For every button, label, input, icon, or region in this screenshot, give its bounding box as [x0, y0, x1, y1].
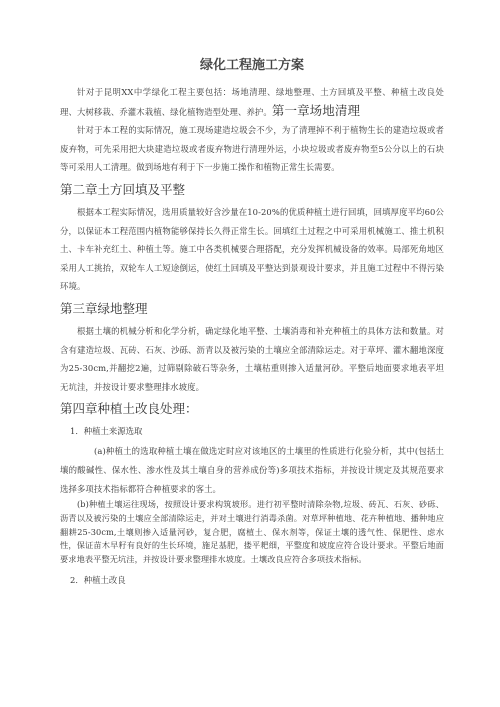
- section-1-a-paragraph: (a)种植土的选取种植土壤在做选定时应对该地区的土壤里的性质进行化验分析，其中(包括土壤的酸碱性、保水性、渗水性及其土壤自身的营养成份等)多项技术指标，并按设计规定及其规范要求选择多项技术指标都符合种植要求的客土。: [60, 446, 444, 494]
- chapter-1-paragraph: 针对于本工程的实际情况，施工现场建造垃圾会不少，为了清理掉不利于植物生长的建造垃圾或者废弃物，可先采用把大块建造垃圾或者废弃物进行清理外运，小块垃圾或者废弃物至5公分以上的石块等可采用人工清理。做到场地有利于下一步施工操作和植物正常生长需要。: [60, 125, 444, 173]
- chapter-1-heading: 第一章场地清理: [271, 102, 361, 118]
- document-page: [60, 58, 444, 591]
- section-2-heading: 2．种植土改良: [70, 575, 126, 586]
- section-1-heading: 1．种植土来源选取: [70, 426, 143, 437]
- chapter-3-paragraph: 根据土壤的机械分析和化学分析，确定绿化地平整、土壤消毒和补充种植土的具体方法和数量。对含有建造垃圾、瓦砖、石灰、沙砾、沥青以及被污染的土壤应全部清除运走。对于草坪、灌木翻地深度为25-30cm,并翻挖2遍，过筛剔除破石等杂务，土壤枯重则掺入适量河砂。平整后地面要求地表平坦无坑洼，并按设计要求整理排水坡度。: [60, 325, 444, 392]
- document-title: 绿化工程施工方案: [199, 58, 304, 73]
- intro-paragraph: [60, 83, 444, 121]
- intro-text: 针对于昆明XX中学绿化工程主要包括：场地清理、绿地整理、土方回填及平整、种植土改良处理、大树移栽、乔灌木栽植、绿化植物造型处理、养护。: [60, 87, 444, 117]
- section-1-b-paragraph: (b)种植土壤运往现场，按照设计要求构筑坡形。进行初平整时清除杂物,垃圾、砖瓦、石灰、砂砾、沥青以及被污染的土壤应全部清除运走，并对土壤进行消毒杀菌。对草坪种植地、花卉种植地、播种地应翻耕25-30cm,土壤则掺入适量河砂，复合肥，腐植土、保水剂等，保证土壤的透气性、保肥性、虑水性，保证苗木早籽有良好的生长环境，施足基肥，搂平耙细，平整度和坡度应符合设计要求。平整后地面要求地表平整无坑洼，并按设计要求整理排水坡度。土壤改良应符合多项技术指标。: [60, 499, 444, 565]
- chapter-2-heading: 第二章土方回填及平整: [60, 181, 186, 197]
- chapter-3-heading: 第三章绿地整理: [60, 300, 148, 316]
- chapter-2-paragraph: 根据本工程实际情况，选用质量较好含沙量在10-20%的优质种植土进行回填，回填厚度平均60公分，以保证本工程范围内植物能够保持长久得正常生长。回填红土过程之中可采用机械施工、推土机积土、卡车补充红土、种植土等。施工中各类机械要合理搭配，充分发挥机械设备的效率。局部死角地区采用人工挑抬，双轮车人工短途倒运，使红土回填及平整达到景观设计要求，并且施工过程中不得污染环境。: [60, 206, 444, 292]
- chapter-4-heading: 第四章种植土改良处理：: [60, 401, 198, 417]
